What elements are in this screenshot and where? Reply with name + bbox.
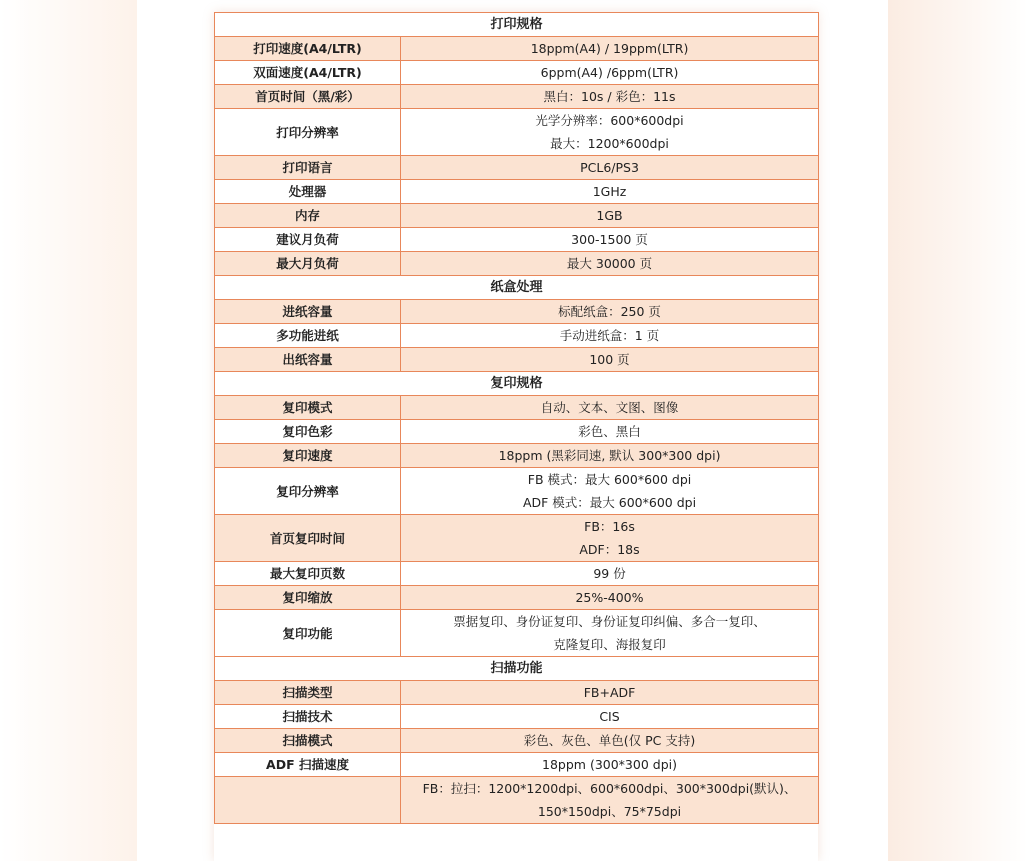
- spec-label: 最大月负荷: [215, 252, 401, 276]
- spec-row: [215, 729, 819, 753]
- spec-label: 扫描技术: [215, 705, 401, 729]
- spec-label: 复印色彩: [215, 420, 401, 444]
- spec-label: 首页复印时间: [215, 515, 401, 562]
- spec-row: [215, 444, 819, 468]
- section-title: 扫描功能: [215, 657, 819, 681]
- spec-row: [215, 396, 819, 420]
- spec-value-line: PCL6/PS3: [580, 160, 639, 175]
- spec-value: [401, 420, 819, 444]
- spec-value-line: 25%-400%: [575, 590, 644, 605]
- spec-value-line: 克隆复印、海报复印: [553, 637, 666, 652]
- spec-label: 复印分辨率: [215, 468, 401, 515]
- spec-row: [215, 180, 819, 204]
- spec-row: [215, 348, 819, 372]
- spec-value-line: 票据复印、身份证复印、身份证复印纠偏、多合一复印、: [453, 614, 766, 629]
- spec-row: [215, 204, 819, 228]
- spec-label: [215, 777, 401, 824]
- spec-label: 处理器: [215, 180, 401, 204]
- spec-row: [215, 586, 819, 610]
- spec-label: 多功能进纸: [215, 324, 401, 348]
- spec-value: [401, 61, 819, 85]
- spec-label: 扫描模式: [215, 729, 401, 753]
- spec-value-line: 1GHz: [592, 184, 627, 199]
- spec-value: [401, 705, 819, 729]
- spec-value-line: 手动进纸盒：1 页: [559, 328, 660, 343]
- spec-value: [401, 300, 819, 324]
- spec-row: [215, 324, 819, 348]
- spec-value: [401, 515, 819, 562]
- spec-value: [401, 85, 819, 109]
- spec-value: [401, 444, 819, 468]
- spec-label: 复印模式: [215, 396, 401, 420]
- spec-label: 出纸容量: [215, 348, 401, 372]
- spec-row: [215, 753, 819, 777]
- spec-row: [215, 681, 819, 705]
- spec-value: [401, 396, 819, 420]
- spec-label: 复印速度: [215, 444, 401, 468]
- spec-row: [215, 300, 819, 324]
- spec-label: 进纸容量: [215, 300, 401, 324]
- spec-value: [401, 109, 819, 156]
- spec-label: 复印功能: [215, 610, 401, 657]
- spec-label: ADF 扫描速度: [215, 753, 401, 777]
- spec-value-line: 黑白：10s / 彩色：11s: [543, 89, 676, 104]
- spec-value-line: 150*150dpi、75*75dpi: [537, 804, 682, 819]
- spec-value-line: 99 份: [593, 566, 626, 581]
- spec-value: [401, 228, 819, 252]
- spec-value-line: ADF 模式：最大 600*600 dpi: [522, 495, 697, 510]
- spec-value-line: FB：16s: [584, 519, 635, 534]
- spec-value: [401, 468, 819, 515]
- spec-value: [401, 324, 819, 348]
- section-title: 复印规格: [215, 372, 819, 396]
- spec-value: [401, 753, 819, 777]
- spec-value-line: 6ppm(A4) /6ppm(LTR): [540, 65, 679, 80]
- spec-value: [401, 610, 819, 657]
- spec-value-line: CIS: [599, 709, 620, 724]
- spec-label: 首页时间（黑/彩）: [215, 85, 401, 109]
- spec-label: 扫描类型: [215, 681, 401, 705]
- spec-value-line: 1GB: [596, 208, 623, 223]
- spec-label: 打印速度(A4/LTR): [215, 37, 401, 61]
- spec-value: [401, 156, 819, 180]
- spec-row: [215, 420, 819, 444]
- spec-row: [215, 252, 819, 276]
- spec-label: 打印分辨率: [215, 109, 401, 156]
- spec-value: [401, 180, 819, 204]
- spec-row: [215, 777, 819, 824]
- spec-row: [215, 85, 819, 109]
- spec-row: [215, 61, 819, 85]
- spec-value: [401, 37, 819, 61]
- spec-value: [401, 348, 819, 372]
- spec-row: [215, 37, 819, 61]
- section-title: 打印规格: [215, 13, 819, 37]
- spec-label: 最大复印页数: [215, 562, 401, 586]
- spec-value: [401, 681, 819, 705]
- section-header-row: [215, 657, 819, 681]
- spec-label: 内存: [215, 204, 401, 228]
- spec-value-line: 18ppm(A4) / 19ppm(LTR): [530, 41, 689, 56]
- spec-value: [401, 252, 819, 276]
- section-header-row: [215, 276, 819, 300]
- spec-value-line: FB：拉扫：1200*1200dpi、600*600dpi、300*300dpi(默认)、: [422, 781, 797, 796]
- spec-label: 建议月负荷: [215, 228, 401, 252]
- spec-row: [215, 156, 819, 180]
- spec-value-line: ADF：18s: [579, 542, 640, 557]
- spec-label: 复印缩放: [215, 586, 401, 610]
- spec-value-line: 300-1500 页: [571, 232, 648, 247]
- section-header-row: [215, 13, 819, 37]
- spec-value-line: 最大 30000 页: [566, 256, 653, 271]
- spec-row: [215, 228, 819, 252]
- spec-value-line: FB+ADF: [583, 685, 636, 700]
- spec-label: 打印语言: [215, 156, 401, 180]
- spec-row: [215, 109, 819, 156]
- spec-value: [401, 586, 819, 610]
- background-left: [0, 0, 137, 861]
- spec-value-line: 最大：1200*600dpi: [550, 136, 669, 151]
- spec-value-line: FB 模式：最大 600*600 dpi: [527, 472, 692, 487]
- spec-row: [215, 468, 819, 515]
- spec-row: [215, 610, 819, 657]
- section-title: 纸盒处理: [215, 276, 819, 300]
- spec-value-line: 18ppm (300*300 dpi): [542, 757, 677, 772]
- spec-sheet: [214, 12, 818, 861]
- spec-row: [215, 562, 819, 586]
- spec-value: [401, 729, 819, 753]
- spec-label: 双面速度(A4/LTR): [215, 61, 401, 85]
- spec-value-line: 18ppm (黑彩同速, 默认 300*300 dpi): [498, 448, 721, 463]
- spec-row: [215, 515, 819, 562]
- spec-value: [401, 777, 819, 824]
- spec-value-line: 自动、文本、文图、图像: [540, 400, 679, 415]
- spec-value-line: 100 页: [589, 352, 630, 367]
- spec-value-line: 彩色、灰色、单色(仅 PC 支持): [523, 733, 696, 748]
- section-header-row: [215, 372, 819, 396]
- spec-table: [214, 12, 819, 824]
- spec-value-line: 标配纸盒：250 页: [558, 304, 661, 319]
- spec-row: [215, 705, 819, 729]
- background-right: [888, 0, 1028, 861]
- spec-value: [401, 562, 819, 586]
- spec-value: [401, 204, 819, 228]
- spec-value-line: 光学分辨率：600*600dpi: [535, 113, 684, 128]
- spec-value-line: 彩色、黑白: [578, 424, 641, 439]
